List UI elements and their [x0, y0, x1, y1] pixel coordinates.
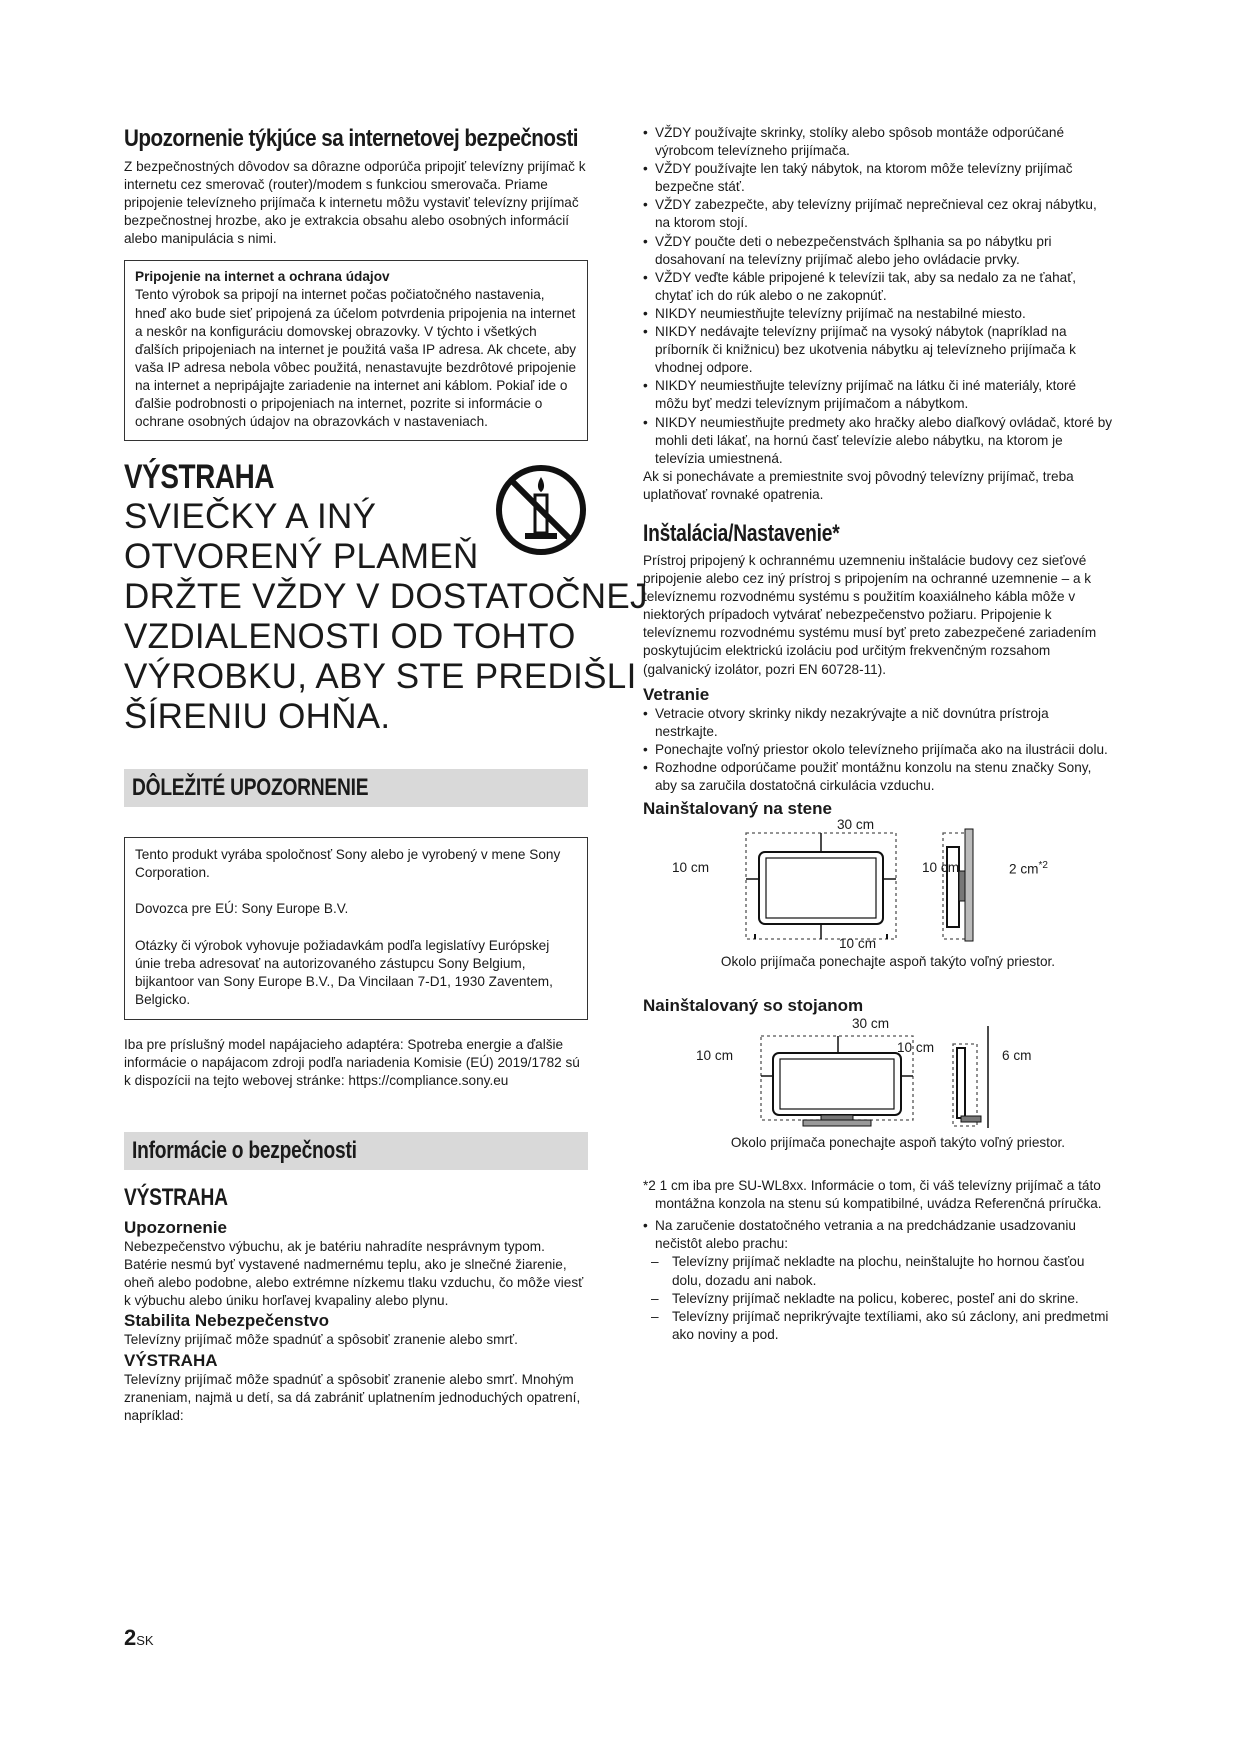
- wall-mount-diagram: [643, 819, 1113, 974]
- list-item: • Vetracie otvory skrinky nikdy nezakrývajte a nič dovnútra prístroja nestrkajte.: [643, 705, 1113, 741]
- stand-dim-right: 10 cm: [897, 1040, 935, 1056]
- stand-heading: Nainštalovaný so stojanom: [643, 996, 864, 1016]
- safety-info-bar: [124, 1132, 588, 1170]
- privacy-box: [124, 260, 588, 441]
- internet-security-text: Z bezpečnostných dôvodov sa dôrazne odporúča pripojiť televízny prijímač k internetu cez smerovač (router)/modem s funkciou smerovača. Priame pripojenie televízneho prijímača k internetu môžu vystaviť televízny prijímač bezpečnostnej hrozbe, ako je extrakcia obsahu alebo osobných informácií alebo manipulácia s nimi.: [124, 159, 586, 247]
- install-heading: Inštalácia/Nastavenie*: [643, 519, 840, 547]
- candle-warning: [124, 457, 648, 737]
- warning-line: VZDIALENOSTI OD TOHTO: [124, 617, 576, 657]
- left-column: [124, 124, 648, 1425]
- internet-security-heading: Upozornenie týkjúce sa internetovej bezpečnosti: [124, 125, 579, 152]
- wall-mount-illustration: [643, 819, 1113, 952]
- right-column: [643, 124, 1113, 1344]
- candle-warning-title: VÝSTRAHA: [124, 458, 275, 497]
- important-notice-bar: [124, 769, 588, 807]
- stand-dim-top: 30 cm: [852, 1016, 890, 1032]
- list-item: • Ponechajte voľný priestor okolo televízneho prijímača ako na ilustrácii dolu.: [643, 741, 1113, 759]
- list-item: • Rozhodne odporúčame použiť montážnu konzolu na stenu značky Sony, aby sa zaručila dostatočná cirkulácia vzduchu.: [643, 759, 1113, 795]
- list-item: • VŽDY zabezpečte, aby televízny prijímač neprečnieval cez okraj nábytku, na ktorom stojí.: [643, 196, 1113, 232]
- warning2-text: Televízny prijímač môže spadnúť a spôsobiť zranenie alebo smrť. Mnohým zraneniam, najmä u detí, sa dá zabrániť uplatnením jednoduchých opatrení, napríklad:: [124, 1371, 581, 1423]
- list-item: – Televízny prijímač nekladte na policu, koberec, posteľ ani do skrine.: [643, 1290, 1113, 1308]
- list-item: • VŽDY veďte káble pripojené k televízii tak, aby sa nedalo za ne ťahať, chytať ich do rúk alebo o ne zakopnúť.: [643, 269, 1113, 305]
- wall-dim-side: 2 $cm^{*2}$: [1009, 860, 1048, 877]
- sony-box-paragraph-1: Tento produkt vyrába spoločnosť Sony alebo je vyrobený v mene Sony Corporation.: [135, 847, 561, 881]
- list-item: • VŽDY poučte deti o nebezpečenstvách šplhania sa po nábytku pri dosahovaní na televízny prijímač alebo jeho ovládacie prvky.: [643, 233, 1113, 269]
- footnote: *2 1 cm iba pre SU-WL8xx. Informácie o tom, či váš televízny prijímač a táto montážna konzola na stenu sú kompatibilné, uvádza Referenčná príručka.: [643, 1178, 1102, 1212]
- sony-box-paragraph-2: Dovozca pre EÚ: Sony Europe B.V.: [135, 901, 349, 917]
- warning-line: SVIEČKY A INÝ: [124, 497, 377, 537]
- ventilation-bullets: [643, 705, 1113, 795]
- stand-dim-left: 10 cm: [696, 1048, 734, 1064]
- list-item: • NIKDY neumiestňujte televízny prijímač na látku či iné materiály, ktoré môžu byť medzi televíznym prijímačom a nábytkom.: [643, 377, 1113, 413]
- stand-diagram: [643, 1016, 1113, 1151]
- wall-dim-left: 10 cm: [672, 860, 710, 876]
- warning-line: OTVORENÝ PLAMEŇ: [124, 537, 479, 577]
- sony-info-box: [124, 837, 588, 1020]
- warning-line: ŠÍRENIU OHŇA.: [124, 697, 391, 737]
- safety-warning-heading: VÝSTRAHA: [124, 1184, 228, 1212]
- stability-text: Televízny prijímač môže spadnúť a spôsobiť zranenie alebo smrť.: [124, 1331, 518, 1347]
- vent2-bullets: [643, 1217, 1113, 1253]
- privacy-box-text: Tento výrobok sa pripojí na internet počas počiatočného nastavenia, hneď ako bude sieť pripojená za účelom potvrdenia pripojenia na internet a neskôr na konfiguráciu domovskej obrazovky. V týchto i všetkých ďalších pripojeniach na internet je použitá vaša IP adresa. Ak chcete, aby vaša IP adresa nebola vôbec použitá, nenastavujte bezdrôtové pripojenie na internet a nepripájajte zariadenie na internet ani káblom. Pokiaľ ide o ďalšie podrobnosti o pripojeniach na internet, pozrite si informácie o ochrane osobných údajov na obrazovkách v nastaveniach.: [135, 287, 577, 430]
- sony-box-paragraph-3: Otázky či výrobok vyhovuje požiadavkám podľa legislatívy Európskej únie treba adresovať na autorizovaného zástupcu Sony Belgium, bijkantoor van Sony Europe B.V., Da Vincilaan 7-D1, 1930 Zaventem, Belgicko.: [135, 937, 553, 1007]
- list-item: – Televízny prijímač neprikrývajte textíliami, ako sú záclony, ani predmetmi ako noviny a pod.: [643, 1308, 1113, 1344]
- list-item: • VŽDY používajte skrinky, stolíky alebo spôsob montáže odporúčané výrobcom televízneho prijímača.: [643, 124, 1113, 160]
- list-item: • NIKDY nedávajte televízny prijímač na vysoký nábytok (napríklad na príborník či knižnicu) bez ukotvenia nábytku aj televízneho prijímača k vhodnej odpore.: [643, 323, 1113, 377]
- stand-caption: Okolo prijímača ponechajte aspoň takýto voľný priestor.: [730, 1135, 1066, 1151]
- caution-heading: Upozornenie: [124, 1218, 227, 1238]
- move-text: Ak si ponechávate a premiestnite svoj pôvodný televízny prijímač, treba uplatňovať rovnaké opatrenia.: [643, 468, 1074, 502]
- stability-heading: Stabilita Nebezpečenstvo: [124, 1310, 330, 1330]
- privacy-box-title: Pripojenie na internet a ochrana údajov: [135, 269, 390, 285]
- list-item: • Na zaručenie dostatočného vetrania a na predchádzanie usadzovaniu nečistôt alebo prachu:: [643, 1217, 1113, 1253]
- list-item: • NIKDY neumiestňujte televízny prijímač na nestabilné miesto.: [643, 305, 1113, 323]
- adapter-info: Iba pre príslušný model napájacieho adaptéra: Spotreba energie a ďalšie informácie o napájacom zdroji podľa nariadenia Komisie (EÚ) 2019/1782 sú k dispozícii na tejto webovej stránke: https://compliance.sony.eu: [124, 1036, 580, 1089]
- wall-mount-caption: Okolo prijímača ponechajte aspoň takýto voľný priestor.: [720, 954, 1056, 970]
- ventilation-heading: Vetranie: [643, 684, 710, 704]
- caution-text-1: Nebezpečenstvo výbuchu, ak je batériu nahradíte nesprávnym typom.: [124, 1239, 545, 1255]
- stand-illustration: [643, 1016, 1113, 1134]
- caution-text-2: Batérie nesmú byť vystavené nadmernému teplu, ako je slnečné žiarenie, oheň alebo podobne, alebo extrémne nízkemu tlaku vzduchu, čo môže viesť k výbuchu alebo úniku horľavej kvapaliny alebo plynu.: [124, 1257, 584, 1309]
- install-text: Prístroj pripojený k ochrannému uzemneniu inštalácie budovy cez sieťové pripojenie alebo cez iný prístroj s pripojením na ochranné uzemnenie – a k televíznemu rozvodnému systému s použitím koaxiálneho kábla môže v niektorých prípadoch vytvárať nebezpečenstvo požiaru. Pripojenie k televíznemu rozvodnému systému musí byť preto zabezpečené zariadením poskytujúcim elektrickú izoláciu pod určitým frekvenčným rozsahom (galvanický izolátor, pozri EN 60728-11).: [643, 552, 1097, 677]
- placement-dash-list: [643, 1253, 1113, 1343]
- stand-dim-side: 6 cm: [1002, 1048, 1032, 1064]
- wall-mount-heading: Nainštalovaný na stene: [643, 799, 832, 819]
- warning-line: DRŽTE VŽDY V DOSTATOČNEJ: [124, 577, 648, 617]
- warning2-heading: VÝSTRAHA: [124, 1350, 218, 1370]
- safety-info-title: Informácie o bezpečnosti: [132, 1137, 357, 1165]
- furniture-bullets: [643, 124, 1113, 468]
- page-number: 2SK: [124, 1625, 154, 1650]
- important-notice-title: DÔLEŽITÉ UPOZORNENIE: [132, 774, 369, 802]
- list-item: • NIKDY neumiestňujte predmety ako hračky alebo diaľkový ovládač, ktoré by mohli deti lákať, na hornú časť televízie alebo nábytku, na ktorom je televízia umiestnená.: [643, 414, 1113, 468]
- wall-dim-top: 30 cm: [837, 817, 875, 833]
- list-item: – Televízny prijímač nekladte na plochu, neinštalujte ho hornou časťou dolu, dozadu ani nabok.: [643, 1253, 1113, 1289]
- wall-dim-right: 10 cm: [922, 860, 960, 876]
- wall-dim-bottom: 10 cm: [839, 936, 877, 952]
- warning-line: VÝROBKU, ABY STE PREDIŠLI: [124, 657, 637, 697]
- no-candle-icon: [494, 463, 588, 557]
- list-item: • VŽDY používajte len taký nábytok, na ktorom môže televízny prijímač bezpečne stáť.: [643, 160, 1113, 196]
